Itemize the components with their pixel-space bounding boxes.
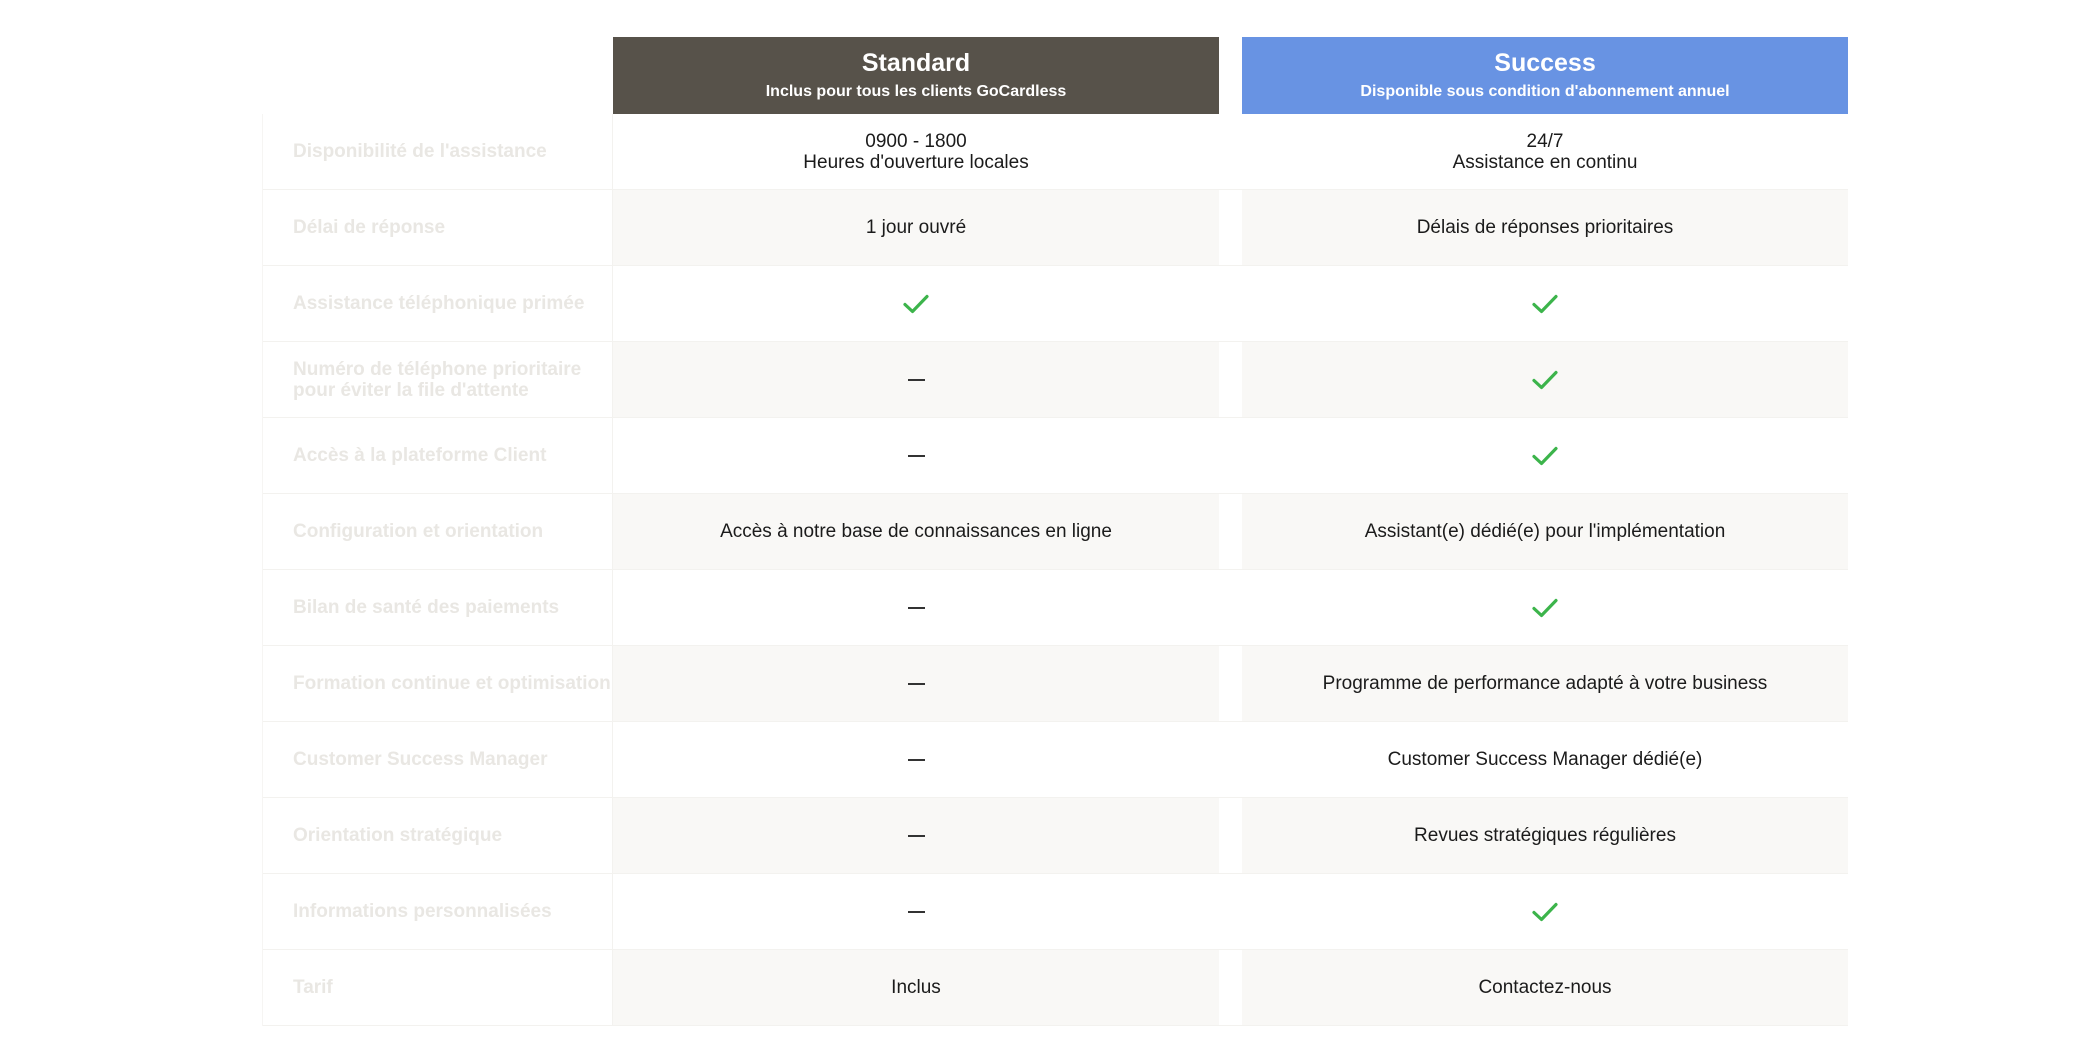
standard-cell: [613, 342, 1219, 417]
standard-cell: [613, 798, 1219, 873]
row-label: Configuration et orientation: [263, 494, 613, 569]
row-label: Délai de réponse: [263, 190, 613, 265]
comparison-table: [262, 37, 1848, 1026]
table-row: [263, 342, 1848, 418]
table-row: [263, 646, 1848, 722]
cell-text: Customer Success Manager dédié(e): [1387, 749, 1703, 770]
cell-text: Revues stratégiques régulières: [1414, 825, 1676, 846]
standard-cell: [613, 418, 1219, 493]
success-plan-header: [1242, 37, 1848, 114]
cell-text: Assistant(e) dédié(e) pour l'implémentation: [1364, 521, 1726, 542]
check-icon: [903, 294, 929, 314]
table-row: [263, 494, 1848, 570]
table-header: [262, 37, 1848, 114]
success-cell: [1242, 342, 1848, 417]
success-plan-subtitle: Disponible sous condition d'abonnement annuel: [1360, 83, 1730, 100]
dash-icon: [908, 379, 925, 381]
row-label: Bilan de santé des paiements: [263, 570, 613, 645]
check-icon: [1532, 294, 1558, 314]
check-icon: [1532, 598, 1558, 618]
success-cell: [1242, 418, 1848, 493]
row-label: Accès à la plateforme Client: [263, 418, 613, 493]
cell-text: Délais de réponses prioritaires: [1416, 217, 1674, 238]
success-cell: [1242, 494, 1848, 569]
row-label: Informations personnalisées: [263, 874, 613, 949]
cell-text: 24/7: [1526, 130, 1564, 152]
standard-cell: [613, 722, 1219, 797]
standard-cell: [613, 874, 1219, 949]
cell-text: Contactez-nous: [1478, 977, 1612, 998]
standard-cell: [613, 494, 1219, 569]
standard-plan-subtitle: Inclus pour tous les clients GoCardless: [765, 83, 1067, 100]
success-cell: [1242, 190, 1848, 265]
success-cell: [1242, 646, 1848, 721]
success-cell: [1242, 114, 1848, 189]
standard-cell: [613, 570, 1219, 645]
header-spacer: [262, 37, 613, 114]
table-row: [263, 266, 1848, 342]
table-row: [263, 722, 1848, 798]
table-row: [263, 190, 1848, 266]
success-cell: [1242, 798, 1848, 873]
check-icon: [1532, 370, 1558, 390]
row-label: Tarif: [263, 950, 613, 1025]
success-cell: [1242, 570, 1848, 645]
table-row: [263, 950, 1848, 1026]
success-plan-name: Success: [1494, 49, 1596, 77]
standard-cell: [613, 950, 1219, 1025]
cell-text: 0900 - 1800: [865, 130, 967, 152]
check-icon: [1532, 902, 1558, 922]
cell-text: Accès à notre base de connaissances en ligne: [720, 521, 1112, 542]
dash-icon: [908, 911, 925, 913]
table-row: [263, 874, 1848, 950]
standard-cell: [613, 114, 1219, 189]
cell-text: Inclus: [891, 977, 941, 998]
dash-icon: [908, 835, 925, 837]
row-label: Orientation stratégique: [263, 798, 613, 873]
dash-icon: [908, 607, 925, 609]
standard-cell: [613, 266, 1219, 341]
row-label: Customer Success Manager: [263, 722, 613, 797]
success-cell: [1242, 722, 1848, 797]
table-row: [263, 114, 1848, 190]
dash-icon: [908, 683, 925, 685]
standard-cell: [613, 646, 1219, 721]
table-row: [263, 570, 1848, 646]
table-body: [262, 114, 1848, 1026]
cell-text: 1 jour ouvré: [865, 217, 967, 238]
row-label: Disponibilité de l'assistance: [263, 114, 613, 189]
cell-text: Assistance en continu: [1452, 151, 1638, 173]
success-cell: [1242, 950, 1848, 1025]
row-label: Formation continue et optimisation: [263, 646, 613, 721]
dash-icon: [908, 759, 925, 761]
standard-cell: [613, 190, 1219, 265]
cell-text: Heures d'ouverture locales: [803, 151, 1029, 173]
dash-icon: [908, 455, 925, 457]
standard-plan-header: [613, 37, 1219, 114]
row-label: Numéro de téléphone prioritaire pour éviter la file d'attente: [263, 342, 613, 417]
success-cell: [1242, 874, 1848, 949]
check-icon: [1532, 446, 1558, 466]
table-row: [263, 418, 1848, 494]
row-label: Assistance téléphonique primée: [263, 266, 613, 341]
standard-plan-name: Standard: [861, 49, 971, 77]
table-row: [263, 798, 1848, 874]
cell-text: Programme de performance adapté à votre business: [1322, 673, 1768, 694]
success-cell: [1242, 266, 1848, 341]
